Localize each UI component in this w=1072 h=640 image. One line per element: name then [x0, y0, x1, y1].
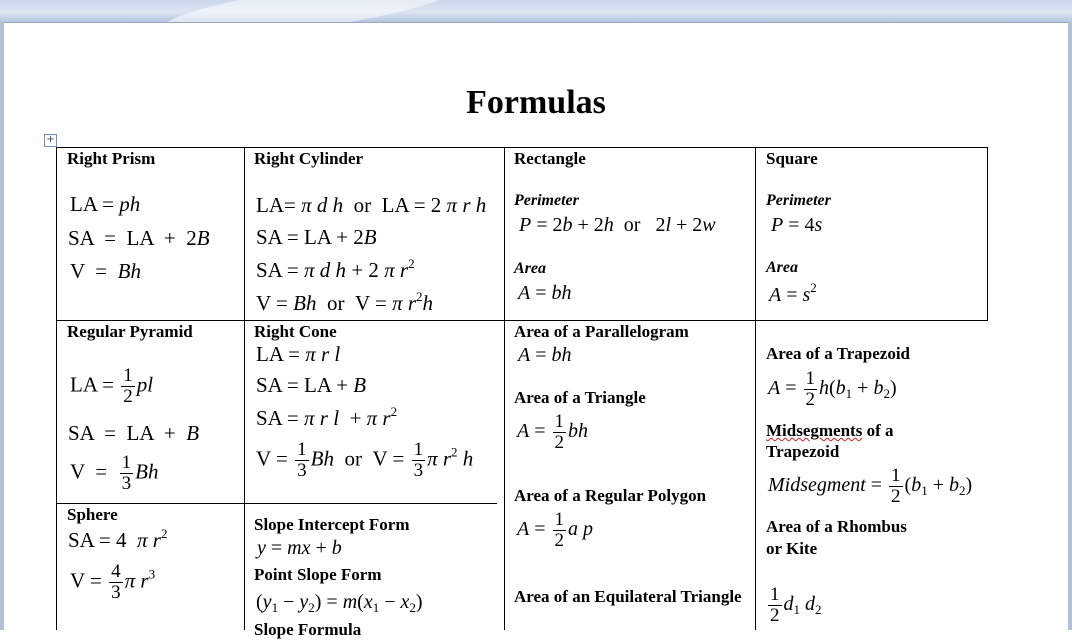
- slope-intercept-formula: y = mx + b: [257, 537, 342, 559]
- sphere-heading: Sphere: [67, 505, 118, 524]
- right-cylinder-volume: V = Bh or V = π $r^2h$: [256, 289, 434, 315]
- right-cone-surface-area: SA = LA + B: [256, 373, 367, 397]
- table-column-divider-2: [504, 147, 505, 630]
- rectangle-area-formula: A = bh: [518, 282, 572, 304]
- equilateral-triangle-heading: Area of an Equilateral Triangle: [514, 587, 742, 606]
- rectangle-heading: Rectangle: [514, 149, 586, 168]
- midsegments-heading-line2: Trapezoid: [766, 442, 840, 461]
- right-cylinder-surface-area-expanded: SA = π d h + 2 π $r^2$: [256, 256, 415, 282]
- parallelogram-formula: A = bh: [518, 344, 572, 366]
- square-area-label: Area: [766, 259, 798, 276]
- table-row-divider-1: [56, 320, 988, 321]
- square-area-formula: $A = s^2$: [769, 280, 817, 306]
- right-cylinder-heading: Right Cylinder: [254, 149, 364, 168]
- page-title: Formulas: [466, 84, 606, 121]
- sphere-surface-area: SA = 4 π $r^2$: [68, 526, 168, 552]
- table-column-divider-3: [755, 147, 756, 630]
- midsegments-heading-word: Midsegments: [766, 421, 863, 440]
- midsegments-formula: Midsegment = $\frac{1}{2}$ $(b_1 + b_2)$: [768, 465, 973, 507]
- rhombus-heading-line2: or Kite: [766, 539, 818, 558]
- square-perimeter-formula: P = 4s: [771, 214, 823, 236]
- regular-pyramid-volume: V = $\frac{1}{3}$ Bh: [70, 452, 159, 494]
- right-prism-volume: V = Bh: [70, 259, 141, 283]
- right-prism-heading: Right Prism: [67, 149, 156, 168]
- slope-intercept-heading: Slope Intercept Form: [254, 515, 410, 534]
- right-cone-volume: V = $\frac{1}{3}$ Bh or V = $\frac{1}{3}$ π $r^2$ h: [256, 439, 474, 481]
- window-frame-top: [0, 0, 1072, 22]
- square-heading: Square: [766, 149, 818, 168]
- regular-polygon-heading: Area of a Regular Polygon: [514, 486, 707, 505]
- rectangle-area-label: Area: [514, 260, 546, 277]
- trapezoid-heading: Area of a Trapezoid: [766, 344, 911, 363]
- regular-pyramid-heading: Regular Pyramid: [67, 322, 193, 341]
- midsegments-heading: [766, 421, 894, 441]
- point-slope-formula: $(y_1 - y_2) = m(x_1 - x_2)$: [256, 591, 423, 615]
- regular-pyramid-lateral-area: LA = $\frac{1}{2}$ pl: [70, 365, 154, 407]
- right-cylinder-lateral-area: LA= π d h or LA = 2 π r h: [256, 193, 487, 217]
- rectangle-perimeter-label: Perimeter: [514, 192, 579, 209]
- regular-pyramid-surface-area: SA = LA + B: [68, 421, 200, 445]
- rectangle-perimeter-formula: P = 2b + 2h or 2l + 2w: [519, 214, 716, 236]
- right-prism-lateral-area: LA = ph: [70, 192, 141, 216]
- table-row-divider-2: [56, 503, 497, 504]
- right-cone-lateral-area: LA = π r l: [256, 342, 341, 366]
- triangle-heading: Area of a Triangle: [514, 388, 646, 407]
- right-cone-surface-area-expanded: SA = π r l + π $r^2$: [256, 404, 398, 430]
- sphere-volume: V = $\frac{4}{3}$ π $r^3$: [70, 561, 156, 603]
- square-perimeter-label: Perimeter: [766, 192, 831, 209]
- rhombus-formula: $\frac{1}{2}$ $d_1$ $d_2$: [770, 584, 822, 626]
- table-border-top: [56, 147, 988, 148]
- triangle-formula: A = $\frac{1}{2}$ bh: [517, 411, 588, 453]
- right-cylinder-surface-area: SA = LA + 2B: [256, 225, 377, 249]
- right-prism-surface-area: SA = LA + 2B: [68, 226, 210, 250]
- point-slope-heading: Point Slope Form: [254, 565, 382, 584]
- slope-formula-heading: Slope Formula: [254, 620, 362, 639]
- move-handle-icon[interactable]: +: [44, 134, 57, 147]
- trapezoid-formula: A = $\frac{1}{2}$ $h(b_1 + b_2)$: [768, 368, 897, 410]
- table-border-right: [987, 147, 988, 321]
- rhombus-heading: Area of a Rhombus: [766, 517, 907, 536]
- table-column-divider-1: [244, 147, 245, 630]
- regular-polygon-formula: A = $\frac{1}{2}$ a p: [517, 509, 593, 551]
- right-cone-heading: Right Cone: [254, 322, 337, 341]
- midsegments-heading-rest: of a: [862, 421, 894, 440]
- parallelogram-heading: Area of a Parallelogram: [514, 322, 689, 341]
- table-border-left: [56, 147, 57, 630]
